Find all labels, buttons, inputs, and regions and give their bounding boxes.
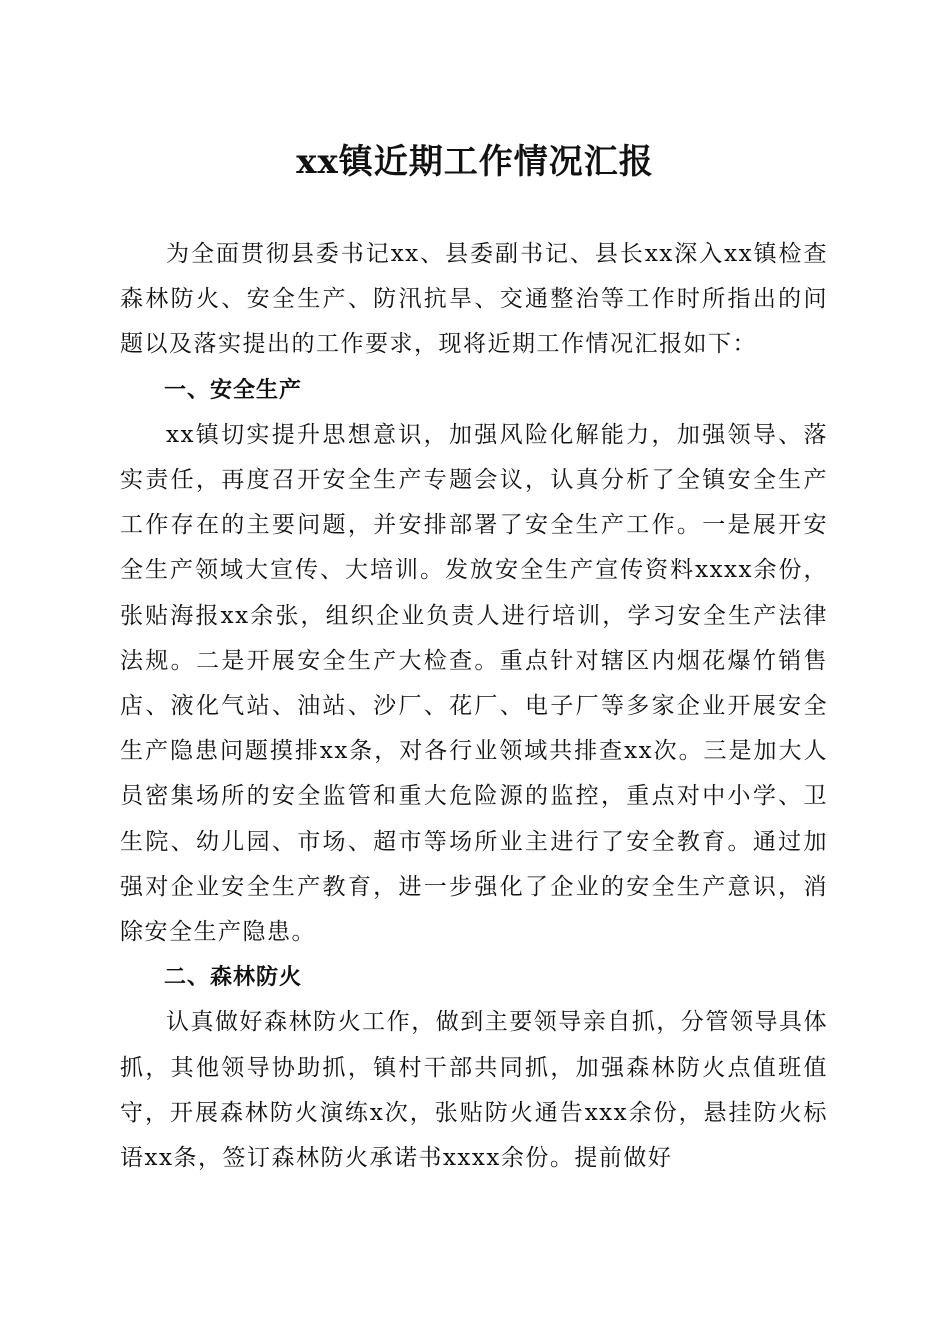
section-heading-forest-fire-prevention: 二、森林防火 [164,965,303,991]
section-body-safety-production: xx镇切实提升思想意识，加强风险化解能力，加强领导、落实责任，再度召开安全生产专题会议，认真分析了全镇安全生产工作存在的主要问题，并安排部署了安全生产工作。一是展开安全生产领域大宣传、大培训。发放安全生产宣传资料xxxx余份，张贴海报xx余张，组织企业负责人进行培训，学习安全生产法律法规。二是开展安全生产大检查。重点针对辖区内烟花爆竹销售店、液化气站、油站、沙厂、花厂、电子厂等多家企业开展安全生产隐患问题摸排xx条，对各行业领域共排查xx次。三是加大人员密集场所的安全监管和重大危险源的监控，重点对中小学、卫生院、幼儿园、市场、超市等场所业主进行了安全教育。通过加强对企业安全生产教育，进一步强化了企业的安全生产意识，消除安全生产隐患。 [120,421,828,946]
document-body [120,232,828,1181]
section-body-forest-fire-prevention: 认真做好森林防火工作，做到主要领导亲自抓，分管领导具体抓，其他领导协助抓，镇村干部共同抓，加强森林防火点值班值守，开展森林防火演练x次，张贴防火通告xxx余份，悬挂防火标语xx条，签订森林防火承诺书xxxx余份。提前做好 [120,1009,828,1172]
intro-paragraph: 为全面贯彻县委书记xx、县委副书记、县长xx深入xx镇检查森林防火、安全生产、防汛抗旱、交通整治等工作时所指出的问题以及落实提出的工作要求，现将近期工作情况汇报如下： [120,241,828,358]
document-title: xx镇近期工作情况汇报 [296,142,654,182]
section-heading-safety-production: 一、安全生产 [164,377,303,403]
